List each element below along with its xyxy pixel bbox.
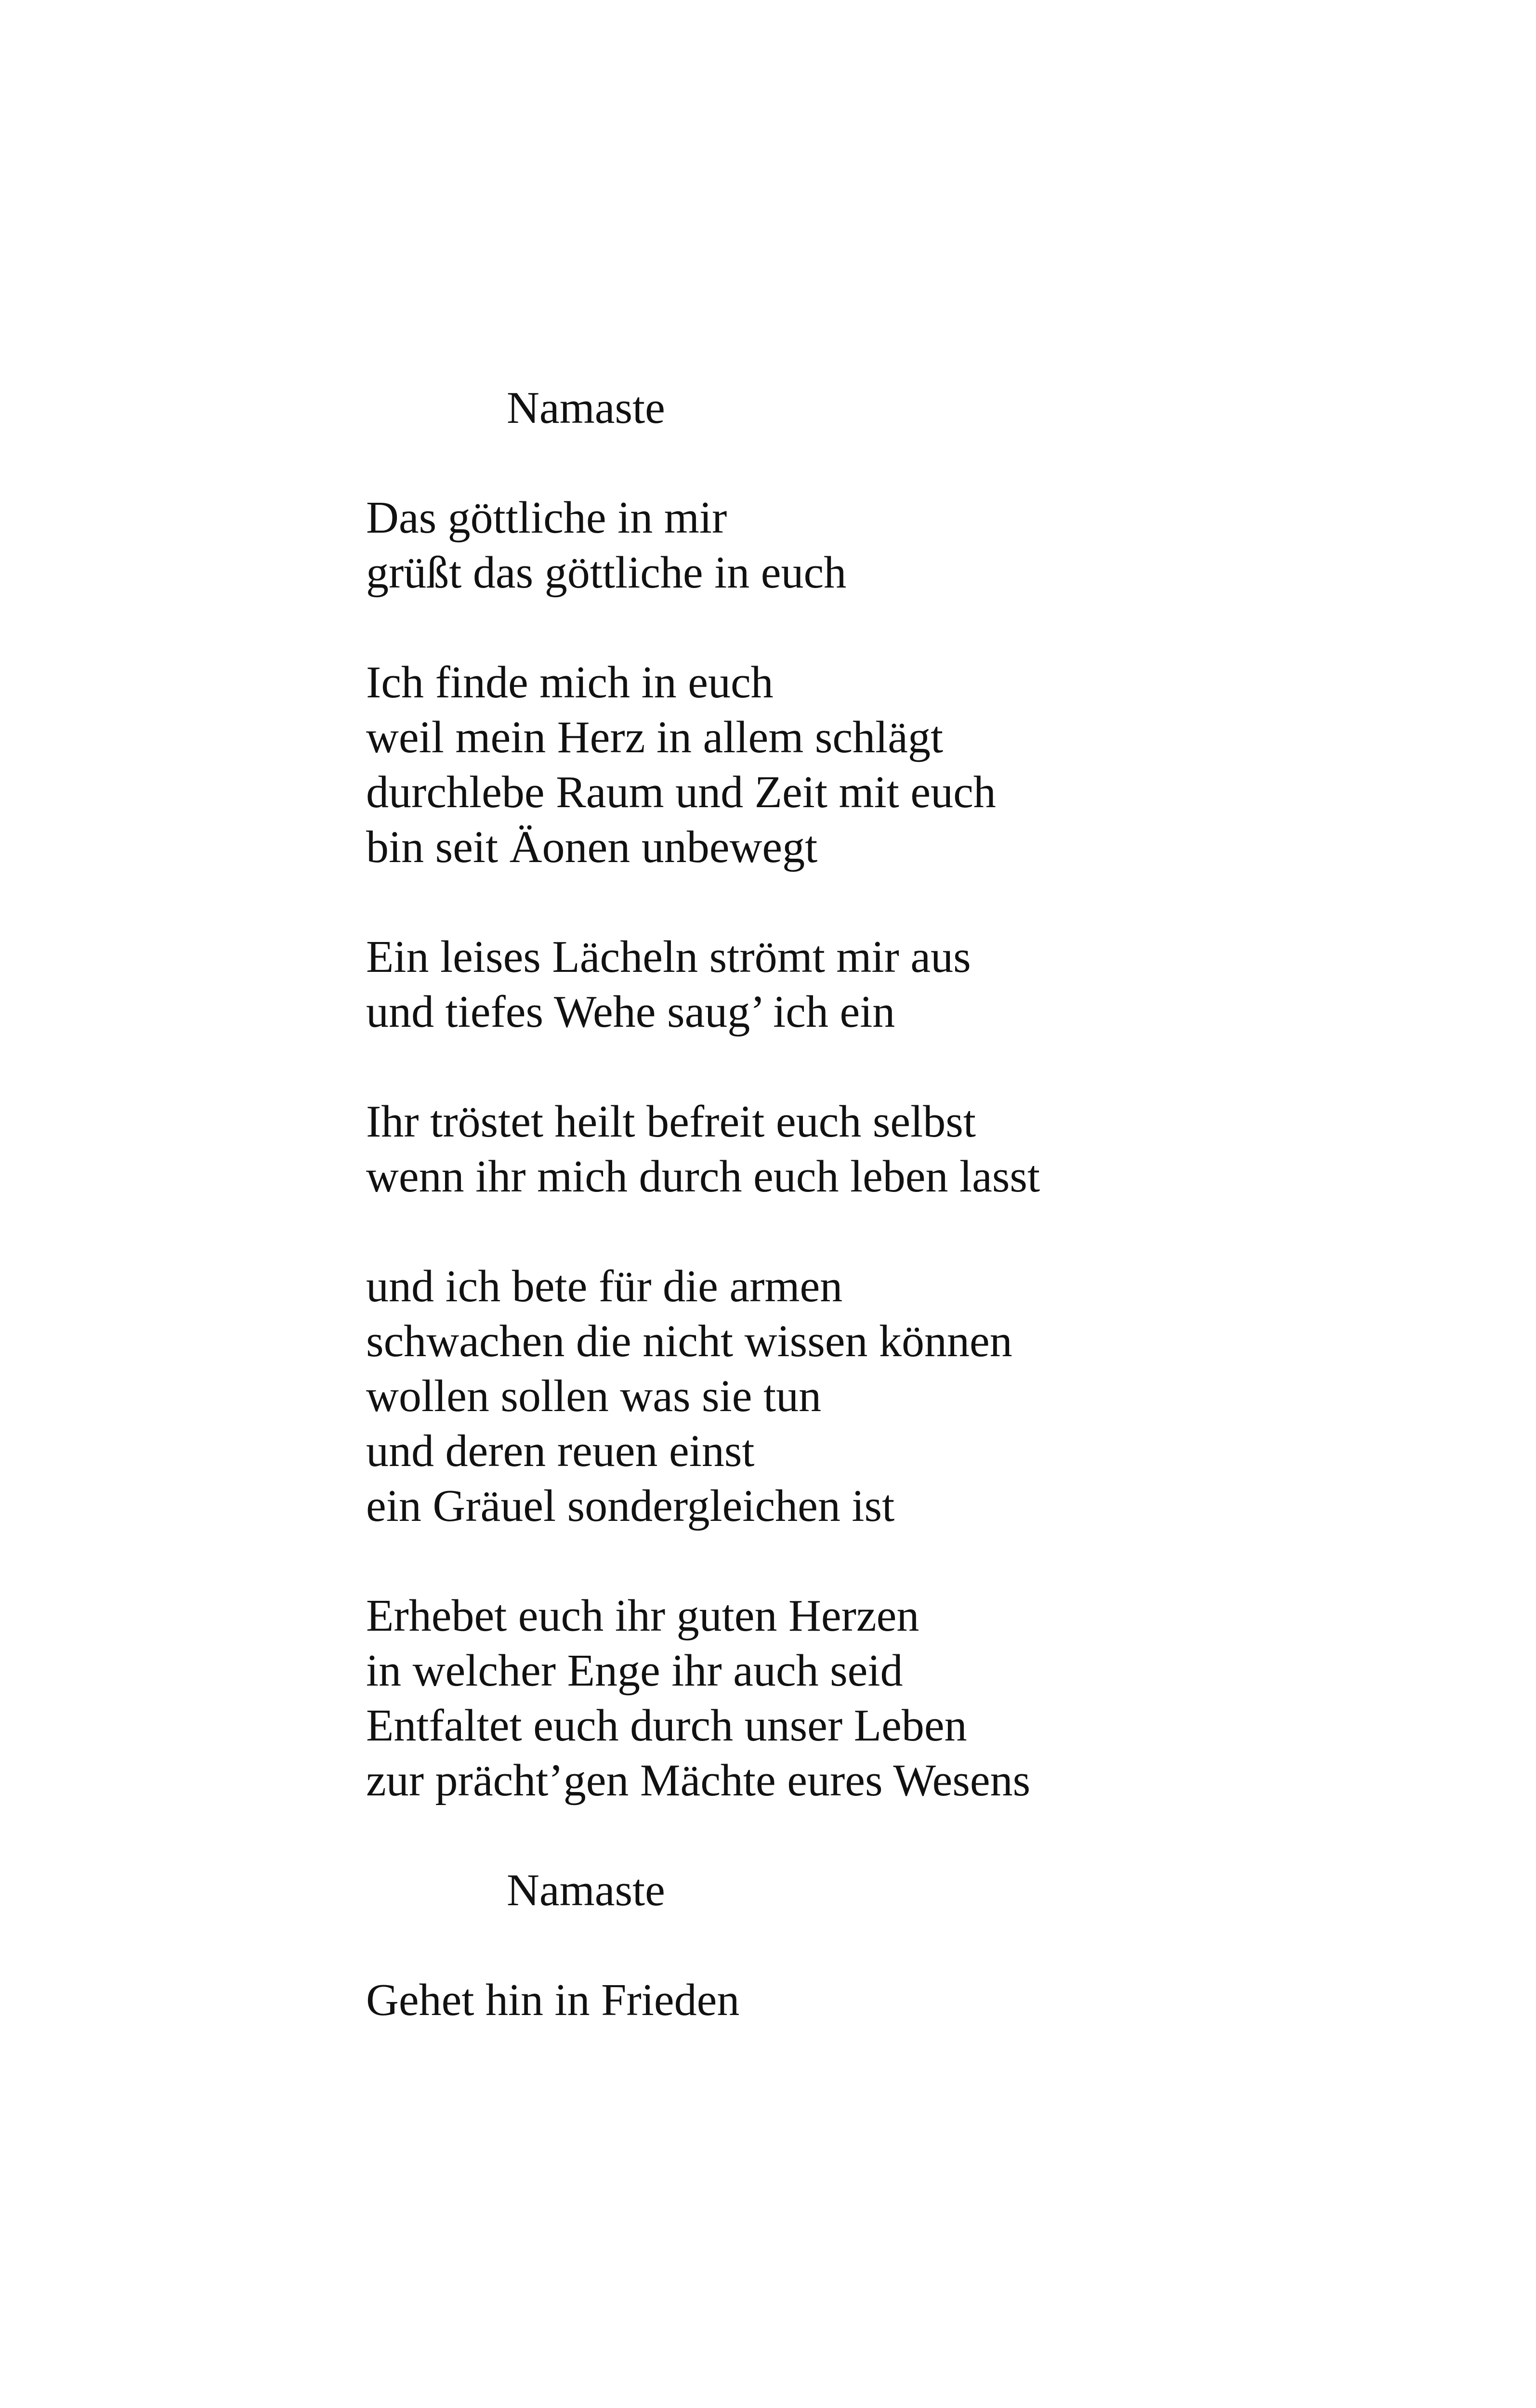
poem-line: durchlebe Raum und Zeit mit euch (366, 767, 996, 817)
poem-line: Ein leises Lächeln strömt mir aus (366, 932, 971, 982)
poem-title: Namaste (507, 383, 665, 433)
poem-line: Entfaltet euch durch unser Leben (366, 1701, 967, 1751)
poem-line: weil mein Herz in allem schlägt (366, 712, 944, 762)
stanza-gap (366, 1039, 1040, 1094)
poem-line: wenn ihr mich durch euch leben lasst (366, 1152, 1040, 1202)
poem-line: Das göttliche in mir (366, 493, 727, 543)
stanza-gap (366, 875, 1040, 929)
poem-line: und deren reuen einst (366, 1426, 755, 1476)
stanza-gap (366, 1204, 1040, 1259)
poem-line: Ich finde mich in euch (366, 657, 774, 707)
poem-line: Erhebet euch ihr guten Herzen (366, 1591, 919, 1641)
stanza-gap (366, 1533, 1040, 1588)
poem-line: zur prächt’gen Mächte eures Wesens (366, 1755, 1031, 1806)
stanza-gap (366, 1918, 1040, 1973)
stanza-gap (366, 600, 1040, 655)
stanza-gap (366, 435, 1040, 490)
closing-title: Namaste (507, 1865, 665, 1915)
poem-line: und ich bete für die armen (366, 1261, 843, 1311)
poem-line: und tiefes Wehe saug’ ich ein (366, 987, 895, 1037)
poem (366, 380, 1040, 2028)
poem-line: Ihr tröstet heilt befreit euch selbst (366, 1097, 976, 1147)
poem-line: schwachen die nicht wissen können (366, 1316, 1012, 1366)
poem-line: in welcher Enge ihr auch seid (366, 1646, 903, 1696)
poem-line: grüßt das göttliche in euch (366, 548, 847, 598)
stanza-gap (366, 1808, 1040, 1863)
closing-line: Gehet hin in Frieden (366, 1975, 740, 2025)
poem-line: bin seit Äonen unbewegt (366, 822, 818, 872)
poem-line: wollen sollen was sie tun (366, 1371, 822, 1421)
poem-line: ein Gräuel sondergleichen ist (366, 1481, 895, 1531)
